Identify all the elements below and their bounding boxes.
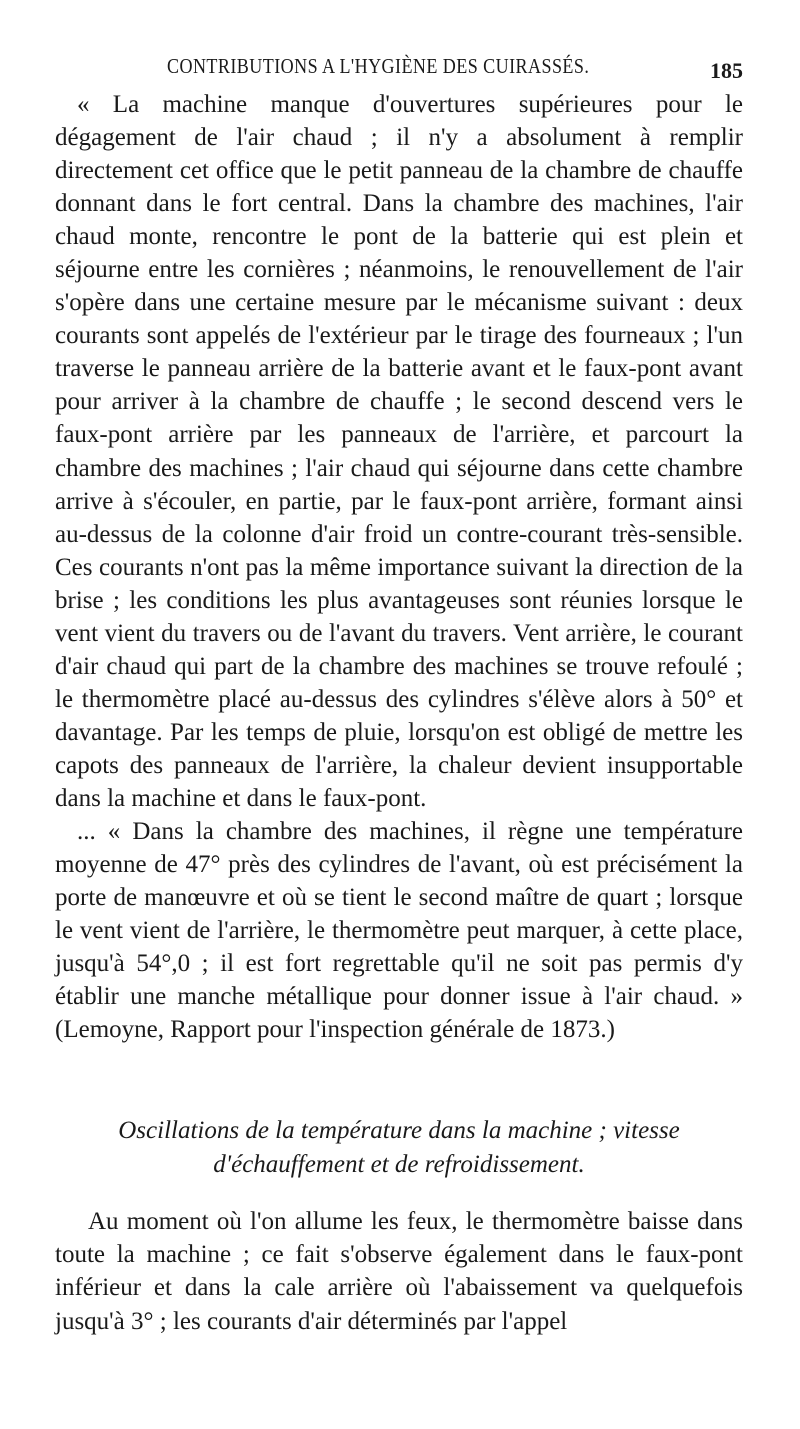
section-paragraph: Au moment où l'on allume les feux, le thermomètre baisse dans toute la machine ; ce fait s'observe également dans le faux-pont inférieur et dans la cale arrière où l'abaissement va quelquefois jusqu'à 3° ; les courants d'air déterminés par l'appel [55,1208,743,1335]
quote-paragraph-2: ... « Dans la chambre des machines, il règne une température moyenne de 47° près des cylindres de l'avant, où est précisément la porte de manœuvre et où se tient le second maître de quart ; lorsque le vent vient de l'arrière, le thermomètre peut marquer, à cette place, jusqu'à 54°,0 ; il est fort regrettable qu'il ne soit pas permis d'y établir une manche métallique pour donner issue à l'air chaud. » (Lemoyne, Rapport pour l'inspection générale de 1873.) [55,818,743,1044]
section-body [55,1205,743,1338]
page-number: 185 [710,58,743,83]
quoted-report-text [55,88,743,1046]
section-heading-line-2: d'échauffement et de refroidissement. [213,1151,585,1178]
section-heading-line-1: Oscillations de la température dans la machine ; vitesse [118,1117,680,1144]
section-heading [55,1114,743,1182]
running-title: CONTRIBUTIONS A L'HYGIÈNE DES CUIRASSÉS. [167,54,590,78]
running-head [55,52,743,82]
quote-paragraph-1: « La machine manque d'ouvertures supérieures pour le dégagement de l'air chaud ; il n'y a absolument à remplir directement cet office que le petit panneau de la chambre de chauffe donnant dans le fort central. Dans la chambre des machines, l'air chaud monte, rencontre le pont de la batterie qui est plein et séjourne entre les cornières ; néanmoins, le renouvellement de l'air s'opère dans une certaine mesure par le mécanisme suivant : deux courants sont appelés de l'extérieur par le tirage des fourneaux ; l'un traverse le panneau arrière de la batterie avant et le faux-pont avant pour arriver à la chambre de chauffe ; le second descend vers le faux-pont arrière par les panneaux de l'arrière, et parcourt la chambre des machines ; l'air chaud qui séjourne dans cette chambre arrive à s'écouler, en partie, par le faux-pont arrière, formant ainsi au-dessus de la colonne d'air froid un contre-courant très-sensible. Ces courants n'ont pas la même importance suivant la direction de la brise ; les conditions les plus avantageuses sont réunies lorsque le vent vient du travers ou de l'avant du travers. Vent arrière, le courant d'air chaud qui part de la chambre des machines se trouve refoulé ; le thermomètre placé au-dessus des cylindres s'élève alors à 50° et davantage. Par les temps de pluie, lorsqu'on est obligé de mettre les capots des panneaux de l'arrière, la chaleur devient insupportable dans la machine et dans le faux-pont. [55,91,743,812]
